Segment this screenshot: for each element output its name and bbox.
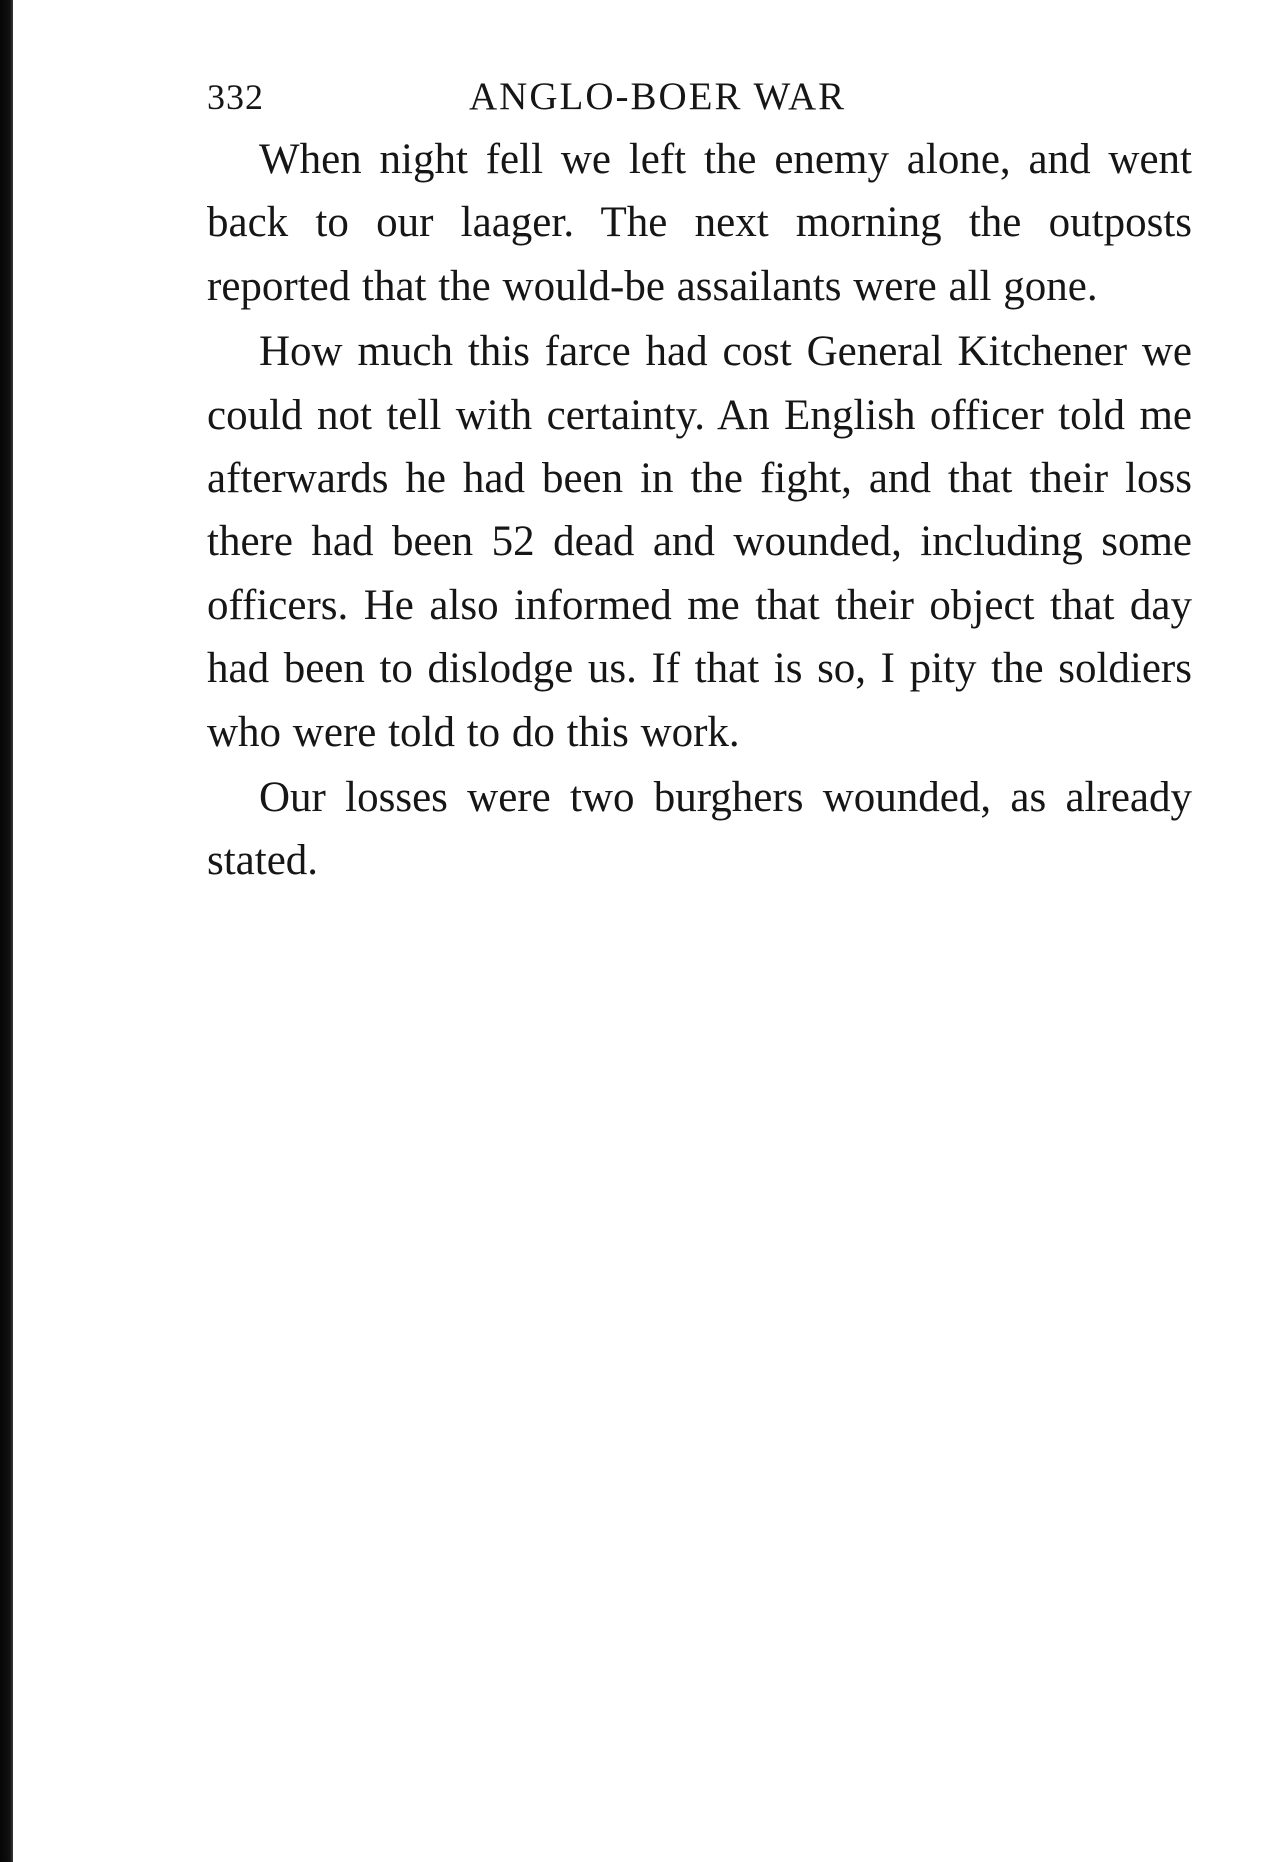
- page-number: 332: [207, 77, 264, 117]
- paragraph: Our losses were two burghers wounded, as already stated.: [207, 774, 1192, 885]
- book-page: [207, 62, 1192, 893]
- page-binding-edge: [0, 0, 13, 1862]
- running-title: ANGLO-BOER WAR: [469, 75, 847, 118]
- paragraph: How much this farce had cost General Kitchener we could not tell with certainty. An English officer told me afterwards he had been in the fight, and that their loss there had been 52 dead and wounded, including some officers. He also informed me that their object that day had been to dislodge us. If that is so, I pity the soldiers who were told to do this work.: [207, 328, 1192, 756]
- paragraph: When night fell we left the enemy alone, and went back to our laager. The next morning the outposts reported that the would-be assailants were all gone.: [207, 136, 1192, 310]
- running-head: [207, 62, 1192, 128]
